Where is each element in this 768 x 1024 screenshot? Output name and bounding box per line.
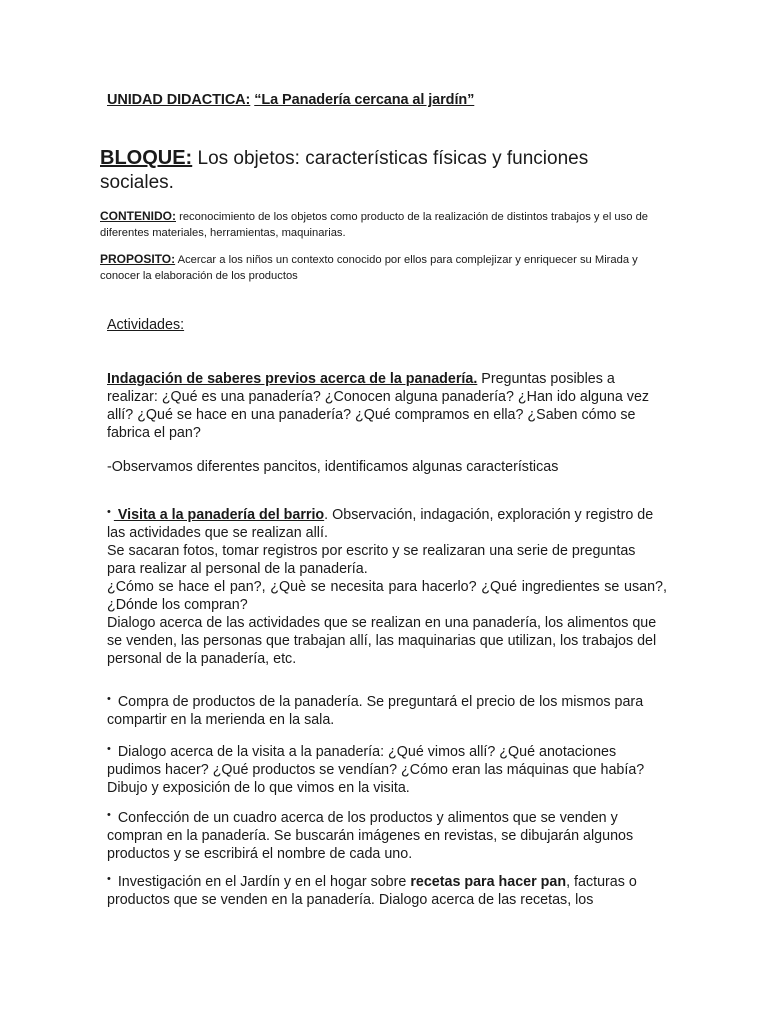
bullet-icon: • xyxy=(107,809,111,821)
activity-investigacion xyxy=(107,870,667,909)
investigacion-text-before: Investigación en el Jardín y en el hogar sobre xyxy=(113,874,411,890)
bloque-label: BLOQUE: xyxy=(100,147,193,169)
indagacion-text: Preguntas posibles a realizar: ¿Qué es una panadería? ¿Conocen alguna panadería? ¿Han ido alguna vez allí? ¿Qué se hace en una panadería? ¿Qué compramos en ella? ¿Saben cómo se fabrica el pan? xyxy=(107,371,650,441)
bullet-icon: • xyxy=(107,693,111,705)
contenido-paragraph xyxy=(100,208,670,241)
indagacion-title: Indagación de saberes previos acerca de la panadería. xyxy=(107,371,478,387)
unidad-didactica-title xyxy=(107,92,474,108)
contenido-text: reconocimiento de los objetos como producto de la realización de distintos trabajos y el uso de diferentes materiales, herramientas, maquinarias. xyxy=(100,211,649,239)
visita-line-4: Dialogo acerca de las actividades que se realizan en una panadería, los alimentos que se venden, las personas que trabajan allí, las maquinarias que utilizan, los trabajos del personal de la panadería, etc. xyxy=(107,615,657,667)
visita-line-2: Se sacaran fotos, tomar registros por escrito y se realizaran una serie de preguntas para realizar al personal de la panadería. xyxy=(107,543,636,577)
contenido-label: CONTENIDO: xyxy=(100,209,176,223)
bullet-icon: • xyxy=(107,506,111,518)
visita-line-3: ¿Cómo se hace el pan?, ¿Què se necesita para hacerlo? ¿Qué ingredientes se usan?, ¿Dónde los compran? xyxy=(107,579,667,613)
investigacion-text-after: , facturas o productos que se venden en la panadería. Dialogo acerca de las recetas, los xyxy=(107,874,637,908)
bloque-heading xyxy=(100,146,660,195)
activity-observamos: -Observamos diferentes pancitos, identificamos algunas características xyxy=(107,459,559,475)
compra-text: Compra de productos de la panadería. Se preguntará el precio de los mismos para compartir en la merienda en la sala. xyxy=(107,694,644,728)
unidad-name: “La Panadería cercana al jardín” xyxy=(254,92,475,108)
activity-visita xyxy=(107,503,667,668)
visita-text: . Observación, indagación, exploración y registro de las actividades que se realizan allí. xyxy=(107,507,654,541)
activity-dialogo xyxy=(107,740,667,797)
visita-title: Visita a la panadería del barrio xyxy=(113,507,325,523)
activity-compra xyxy=(107,690,667,729)
activity-confeccion xyxy=(107,806,667,863)
proposito-text: Acercar a los niños un contexto conocido por ellos para complejizar y enriquecer su Mirada y conocer la elaboración de los productos xyxy=(100,254,638,282)
bloque-text: Los objetos: características físicas y funciones sociales. xyxy=(100,148,589,193)
proposito-paragraph xyxy=(100,251,670,284)
proposito-label: PROPOSITO: xyxy=(100,252,176,266)
bullet-icon: • xyxy=(107,743,111,755)
recetas-bold: recetas para hacer pan xyxy=(410,874,567,890)
unidad-label: UNIDAD DIDACTICA: xyxy=(107,92,251,108)
dialogo-text: Dialogo acerca de la visita a la panadería: ¿Qué vimos allí? ¿Qué anotaciones pudimos hacer? ¿Qué productos se vendían? ¿Cómo eran las máquinas que había? Dibujo y exposición de lo que vimos en la visita. xyxy=(107,744,645,796)
actividades-heading: Actividades: xyxy=(107,317,185,333)
activity-indagacion xyxy=(107,370,667,442)
bullet-icon: • xyxy=(107,873,111,885)
confeccion-text: Confección de un cuadro acerca de los productos y alimentos que se venden y compran en la panadería. Se buscarán imágenes en revistas, se dibujarán algunos productos y se escribirá el nombre de cada uno. xyxy=(107,810,634,862)
